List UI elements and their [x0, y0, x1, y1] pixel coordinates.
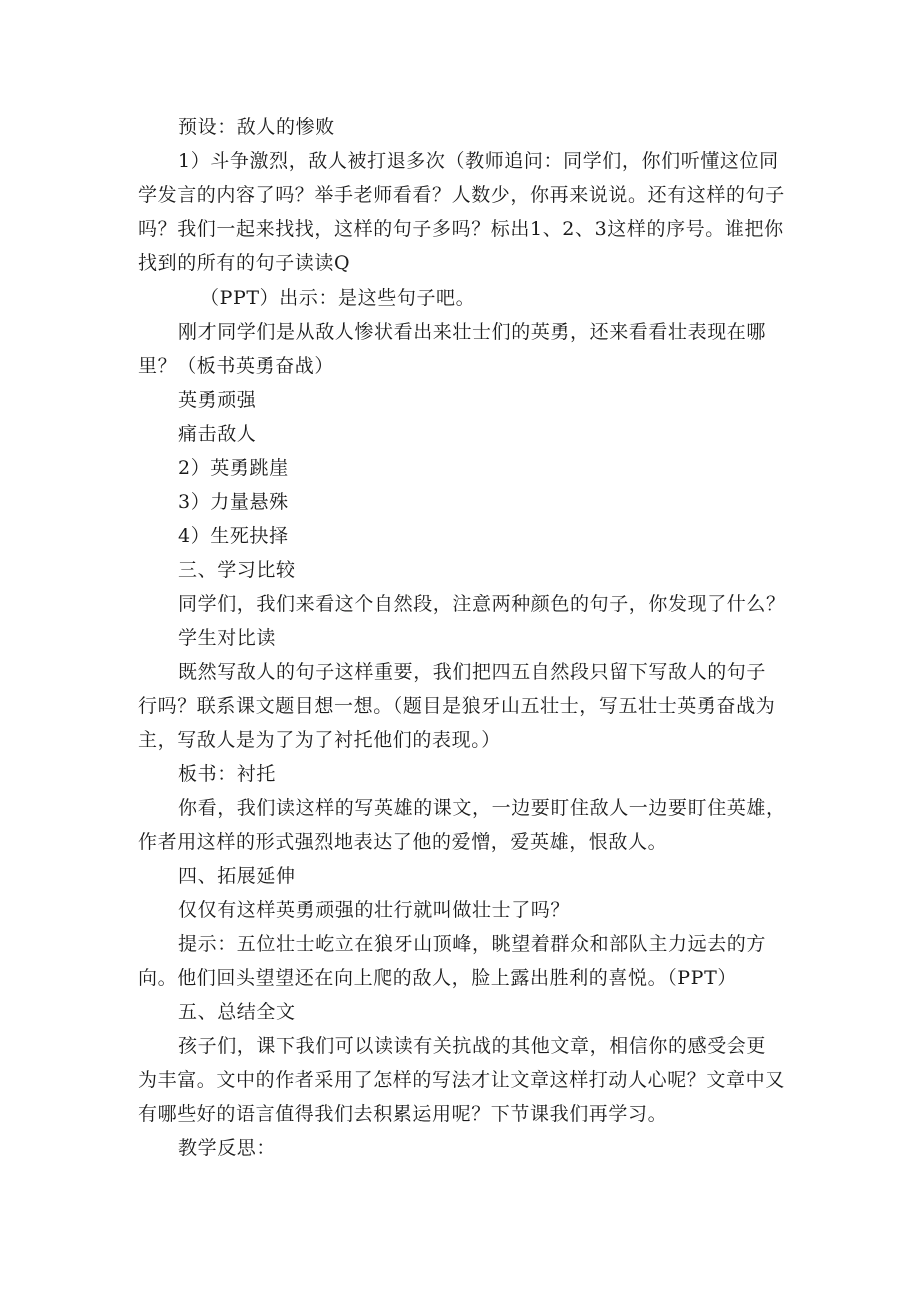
text-line: 你看，我们读这样的写英雄的课文，一边要盯住敌人一边要盯住英雄，	[178, 797, 786, 819]
text-line: 学生对比读	[178, 627, 277, 649]
text-line: 4）生死抉择	[178, 525, 289, 547]
text-line: 1）斗争激烈，敌人被打退多次（教师追问：同学们，你们听懂这位同	[178, 150, 779, 172]
text-line-reflection: 教学反思：	[178, 1137, 277, 1159]
text-line: 英勇顽强	[178, 389, 257, 411]
text-line-preset: 预设：敌人的惨败	[178, 116, 335, 138]
text-line: 痛击敌人	[178, 423, 257, 445]
section-heading: 三、学习比较	[178, 559, 296, 581]
text-line: 行吗？联系课文题目想一想。（题目是狼牙山五壮士，写五壮士英勇奋战为	[138, 695, 776, 717]
text-line: 里？（板书英勇奋战）	[138, 355, 335, 377]
text-line: 仅仅有这样英勇顽强的壮行就叫做壮士了吗？	[178, 899, 571, 921]
text-line: 板书：衬托	[178, 763, 277, 785]
text-line: 3）力量悬殊	[178, 491, 289, 513]
text-line: 为丰富。文中的作者采用了怎样的写法才让文章这样打动人心呢？文章中又	[138, 1069, 785, 1091]
text-line: 有哪些好的语言值得我们去积累运用呢？下节课我们再学习。	[138, 1103, 668, 1125]
text-line: 孩子们，课下我们可以读读有关抗战的其他文章，相信你的感受会更	[178, 1035, 767, 1057]
text-line: 学发言的内容了吗？举手老师看看？人数少，你再来说说。还有这样的句子	[138, 184, 785, 206]
section-heading: 五、总结全文	[178, 1001, 296, 1023]
text-line: 吗？我们一起来找找，这样的句子多吗？标出1、2、3这样的序号。谁把你	[138, 218, 784, 240]
text-line: 2）英勇跳崖	[178, 457, 289, 479]
text-line: 提示：五位壮士屹立在狼牙山顶峰，眺望着群众和部队主力远去的方	[178, 933, 767, 955]
text-line: 作者用这样的形式强烈地表达了他的爱憎，爱英雄，恨敌人。	[138, 831, 668, 853]
text-line: 既然写敌人的句子这样重要，我们把四五自然段只留下写敌人的句子	[178, 661, 767, 683]
text-line: 主，写敌人是为了为了衬托他们的表现。）	[138, 729, 501, 751]
text-line: （PPT）出示：是这些句子吧。	[200, 287, 476, 309]
section-heading: 四、拓展延伸	[178, 865, 296, 887]
text-line: 向。他们回头望望还在向上爬的敌人，脸上露出胜利的喜悦。（PPT）	[138, 967, 737, 989]
text-line: 刚才同学们是从敌人惨状看出来壮士们的英勇，还来看看壮表现在哪	[178, 321, 767, 343]
text-line: 找到的所有的句子读读Q	[138, 252, 351, 274]
text-line: 同学们，我们来看这个自然段，注意两种颜色的句子，你发现了什么？	[178, 593, 786, 615]
